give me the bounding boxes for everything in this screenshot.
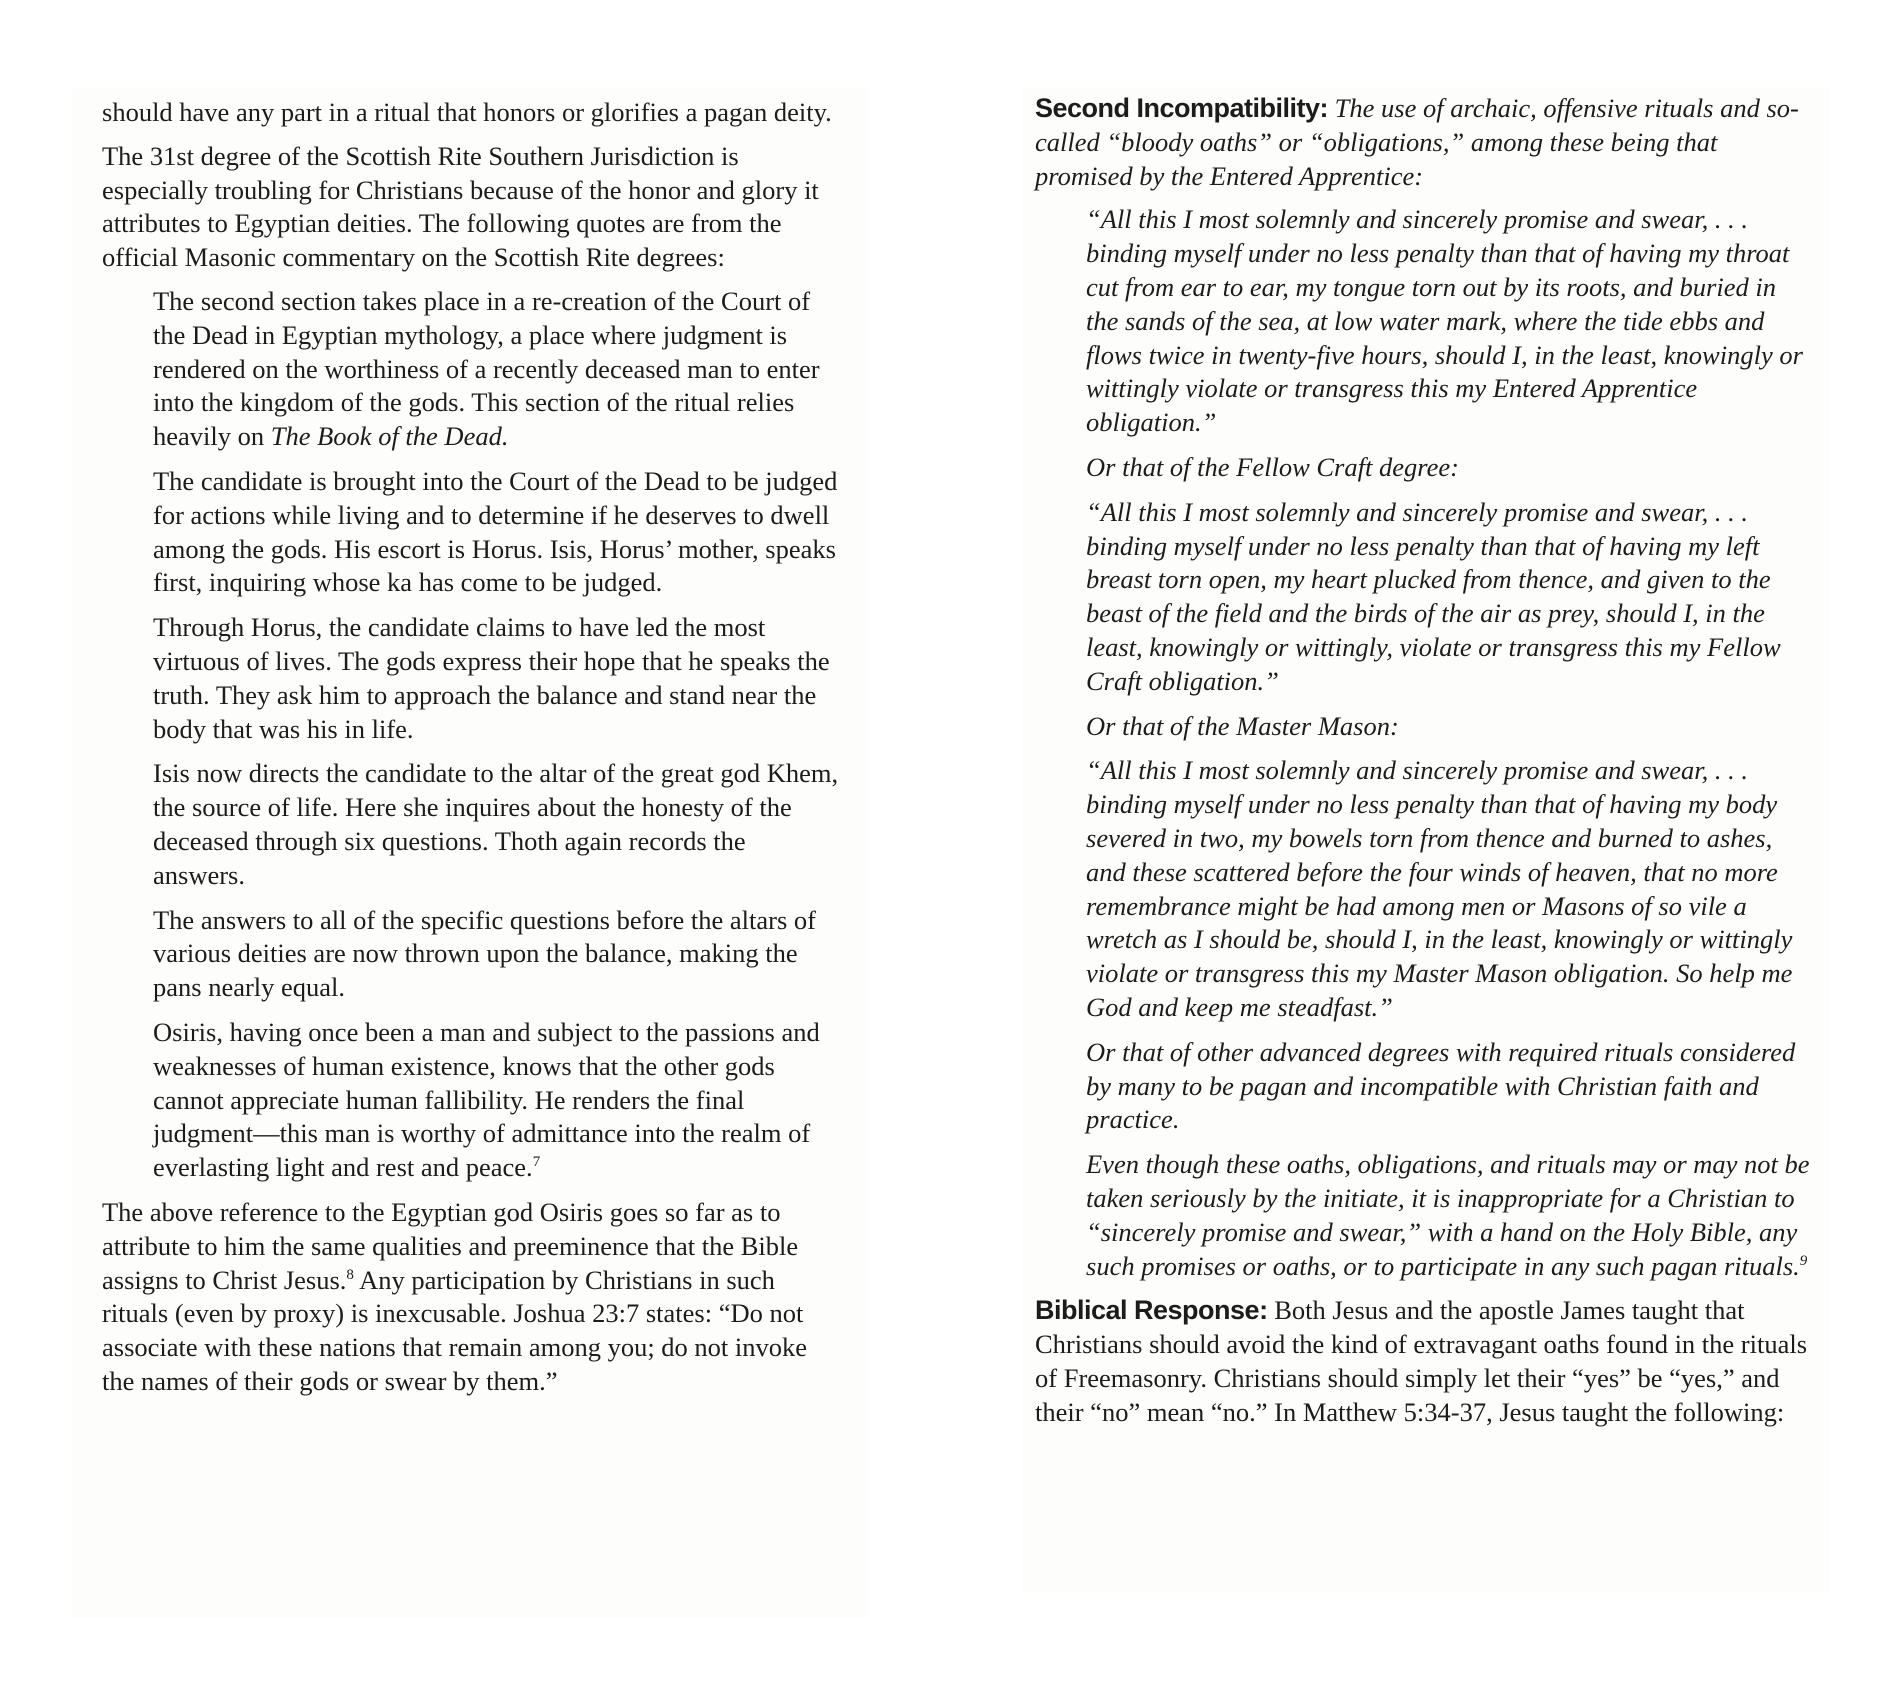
biblical-response-heading: Biblical Response:: [1035, 1295, 1268, 1326]
quote-candidate-judged: The candidate is brought into the Court of the Dead to be judged for actions while living and to determine if he deserves to dwell among the gods. His escort is Horus. Isis, Horus’ mother, speaks first, inquiring whose ka has come to be judged.: [153, 465, 838, 598]
second-incompatibility-text: The use of archaic, offensive rituals and so-called “bloody oaths” or “obligations,” among these being that promised by the Entered Apprentice:: [1035, 93, 1799, 191]
fellow-craft-intro: Or that of the Fellow Craft degree:: [1086, 451, 1459, 482]
footnote-8: 8: [346, 1266, 354, 1283]
osiris-text-b: Any participation by Christians in such rituals (even by proxy) is inexcusable. Joshua 23:7 states: “Do not associate with these nations that remain among you; do not invoke the names of their gods or swear by them.”: [102, 1264, 808, 1396]
second-incompatibility-paragraph: [1035, 92, 1812, 193]
second-incompatibility-heading: Second Incompatibility:: [1035, 93, 1329, 123]
intro-paragraph-end: should have any part in a ritual that honors or glorifies a pagan deity.: [102, 97, 832, 127]
quote-court-of-dead-text: The second section takes place in a re-creation of the Court of the Dead in Egyptian mythology, a place where judgment is rendered on the worthiness of a recently deceased man to enter into the kingdom of the gods. This section of the ritual relies heavily on: [153, 285, 820, 452]
fellow-craft-oath: “All this I most solemnly and sincerely promise and swear, . . . binding myself under no less penalty than that of having my left breast torn open, my heart plucked from thence, and given to the beast of the field and the birds of the air as prey, should I, in the least, knowingly or wittingly, violate or transgress this my Fellow Craft obligation.”: [1086, 496, 1781, 696]
osiris-reference-paragraph: [102, 1196, 844, 1399]
even-though-paragraph: [1086, 1148, 1812, 1283]
scottish-rite-paragraph: The 31st degree of the Scottish Rite Southern Jurisdiction is especially troubling for Christians because of the honor and glory it attributes to Egyptian deities. The following quotes are from the official Masonic commentary on the Scottish Rite degrees:: [102, 140, 819, 273]
master-mason-intro: Or that of the Master Mason:: [1086, 710, 1399, 741]
even-though-text: Even though these oaths, obligations, and rituals may or may not be taken seriously by the initiate, it is inappropriate for a Christian to “sincerely promise and swear,” with a hand on the Holy Bible, any such promises or oaths, or to participate in any such pagan rituals.: [1086, 1149, 1810, 1281]
masonic-commentary-quote: [153, 285, 844, 1185]
biblical-response-text: Both Jesus and the apostle James taught that Christians should avoid the kind of extravagant oaths found in the rituals of Freemasonry. Christians should simply let their “yes” be “yes,” and their “no” mean “no.” In Matthew 5:34-37, Jesus taught the following:: [1035, 1295, 1808, 1427]
osiris-text-a: The above reference to the Egyptian god Osiris goes so far as to attribute to him the same qualities and preeminence that the Bible assigns to Christ Jesus.: [102, 1196, 799, 1295]
entered-apprentice-oath: “All this I most solemnly and sincerely promise and swear, . . . binding myself under no less penalty than that of having my throat cut from ear to ear, my tongue torn out by its roots, and buried in the sands of the sea, at low water mark, where the tide ebbs and flows twice in twenty-five hours, should I, in the least, knowingly or wittingly violate or transgress this my Entered Apprentice obligation.”: [1086, 204, 1803, 438]
quote-answers-balance: The answers to all of the specific questions before the altars of various deities are now thrown upon the balance, making the pans nearly equal.: [153, 904, 817, 1003]
quote-court-of-dead: [153, 285, 844, 454]
oaths-block: [1086, 203, 1812, 1283]
master-mason-oath: “All this I most solemnly and sincerely promise and swear, . . . binding myself under no less penalty than that of having my body severed in two, my bowels torn from thence and burned to ashes, and these scattered before the four winds of heaven, that no more remembrance might be had among men or Masons of so vile a wretch as I should be, should I, in the least, knowingly or wittingly violate or transgress this my Master Mason obligation. So help me God and keep me steadfast.”: [1086, 755, 1793, 1022]
advanced-degrees: Or that of other advanced degrees with required rituals considered by many to be pagan and incompatible with Christian faith and practice.: [1086, 1036, 1796, 1135]
book-of-the-dead-title: The Book of the Dead.: [270, 421, 509, 452]
quote-isis-directs: Isis now directs the candidate to the altar of the great god Khem, the source of life. Here she inquires about the honesty of the deceased through six questions. Thoth again records the answers.: [153, 758, 839, 890]
quote-through-horus: Through Horus, the candidate claims to have led the most virtuous of lives. The gods express their hope that he speaks the truth. They ask him to approach the balance and stand near the body that was his in life.: [153, 612, 830, 744]
quote-osiris-judgment: [153, 1016, 844, 1185]
footnote-7: 7: [532, 1154, 541, 1171]
right-page: [1023, 88, 1830, 1593]
left-page: [72, 88, 868, 1618]
footnote-9: 9: [1799, 1252, 1808, 1269]
biblical-response-paragraph: [1035, 1294, 1812, 1429]
quote-osiris-text: Osiris, having once been a man and subject to the passions and weaknesses of human existence, knows that the other gods cannot appreciate human fallibility. He renders the final judgment—this man is worthy of admittance into the realm of everlasting light and rest and peace.: [153, 1016, 820, 1183]
